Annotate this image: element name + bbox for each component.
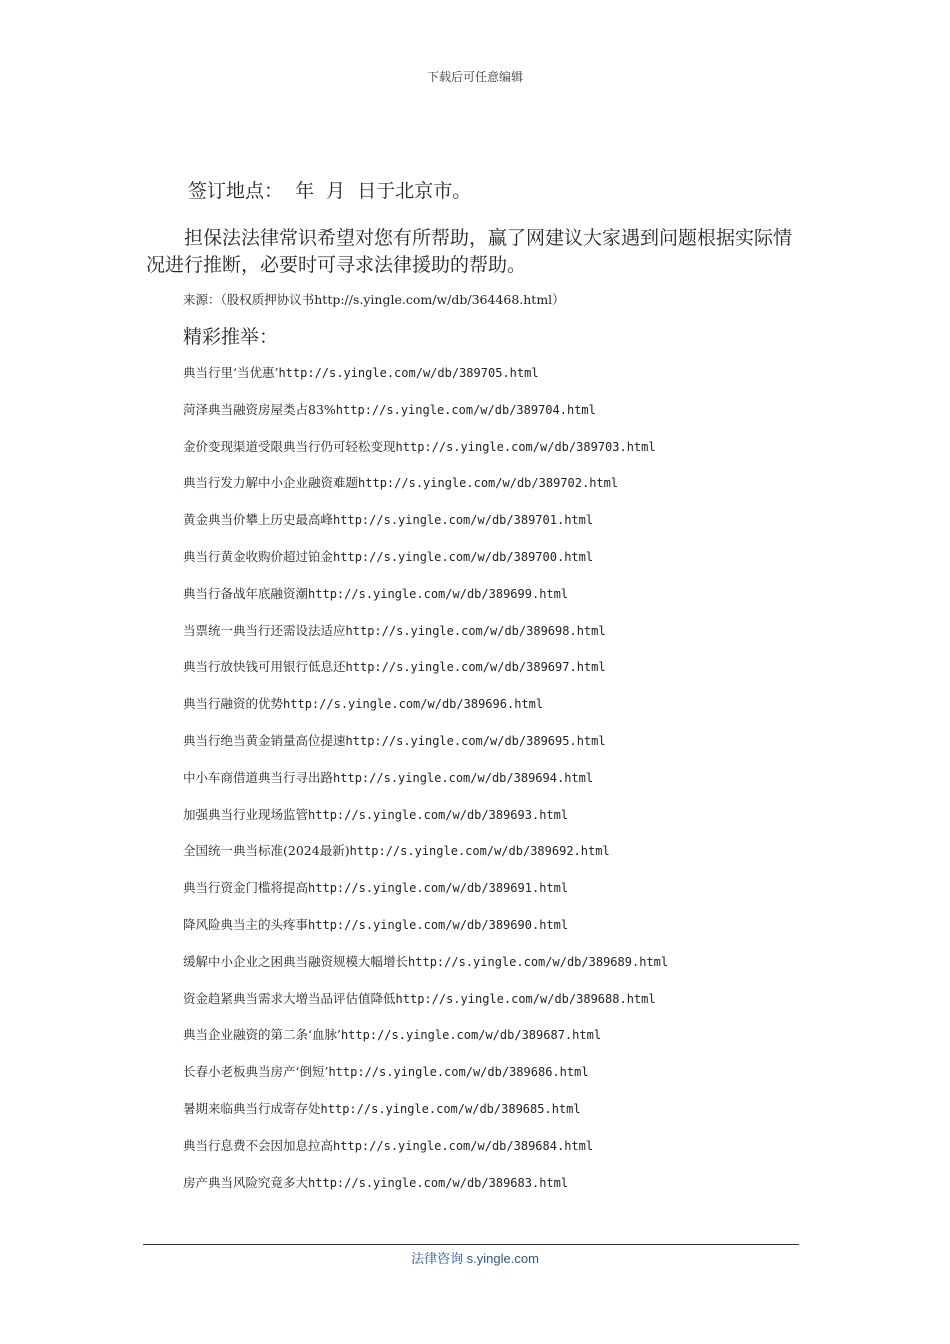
recommendation-item[interactable] [183, 1175, 668, 1212]
recommendation-url[interactable]: http://s.yingle.com/w/db/389695.html [345, 733, 606, 748]
recommendation-url[interactable]: http://s.yingle.com/w/db/389693.html [308, 807, 569, 822]
recommendation-item[interactable] [183, 365, 668, 402]
page-header-note: 下载后可任意编辑 [426, 70, 523, 84]
intro-paragraph: 担保法法律常识希望对您有所帮助，赢了网建议大家遇到问题根据实际情况进行推断，必要时可寻求法律援助的帮助。 [146, 227, 793, 276]
recommendation-url[interactable]: http://s.yingle.com/w/db/389697.html [345, 660, 606, 675]
recommendation-url[interactable]: http://s.yingle.com/w/db/389698.html [345, 623, 606, 638]
recommendation-title: 典当行融资的优势 [183, 696, 284, 712]
recommendation-url[interactable]: http://s.yingle.com/w/db/389702.html [358, 476, 619, 491]
recommendation-url[interactable]: http://s.yingle.com/w/db/389683.html [308, 1175, 569, 1190]
recommendation-title: 资金趋紧典当需求大增当品评估值降低 [183, 990, 396, 1006]
recommendation-item[interactable] [183, 991, 668, 1028]
recommendation-title: 典当行发力解中小企业融资难题 [183, 475, 359, 491]
recommendation-item[interactable] [183, 880, 668, 917]
recommendation-title: 降风险典当主的头疼事 [183, 916, 309, 932]
recommendation-url[interactable]: http://s.yingle.com/w/db/389699.html [308, 586, 569, 601]
recommendation-title: 菏泽典当融资房屋类占83% [183, 401, 336, 417]
recommendation-item[interactable] [183, 512, 668, 549]
recommendation-title: 典当行息费不会因加息拉高 [183, 1137, 334, 1153]
recommendation-url[interactable]: http://s.yingle.com/w/db/389691.html [308, 881, 569, 896]
recommendation-url[interactable]: http://s.yingle.com/w/db/389704.html [335, 402, 596, 417]
recommendation-url[interactable]: http://s.yingle.com/w/db/389689.html [408, 954, 669, 969]
recommendation-url[interactable]: http://s.yingle.com/w/db/389685.html [320, 1101, 581, 1116]
recommendation-title: 房产典当风险究竟多大 [183, 1174, 309, 1190]
recommendations-list [183, 365, 668, 1211]
recommendation-item[interactable] [183, 733, 668, 770]
recommendation-url[interactable]: http://s.yingle.com/w/db/389692.html [349, 844, 610, 859]
recommendation-item[interactable] [183, 402, 668, 439]
recommendation-title: 典当行放快钱可用银行低息还 [183, 659, 346, 675]
recommendation-item[interactable] [183, 475, 668, 512]
recommendation-title: 暑期来临典当行成寄存处 [183, 1100, 321, 1116]
recommendation-item[interactable] [183, 1138, 668, 1175]
signing-location-line: 签订地点： 年 月 日于北京市。 [188, 180, 472, 202]
recommendation-title: 当票统一典当行还需设法适应 [183, 622, 346, 638]
recommendation-item[interactable] [183, 586, 668, 623]
recommendation-url[interactable]: http://s.yingle.com/w/db/389686.html [328, 1065, 589, 1080]
recommendation-url[interactable]: http://s.yingle.com/w/db/389684.html [333, 1138, 594, 1153]
recommendation-url[interactable]: http://s.yingle.com/w/db/389690.html [308, 917, 569, 932]
recommendation-item[interactable] [183, 1101, 668, 1138]
recommendation-item[interactable] [183, 696, 668, 733]
recommendation-item[interactable] [183, 439, 668, 476]
recommendation-item[interactable] [183, 1027, 668, 1064]
recommendation-title: 典当行绝当黄金销量高位提速 [183, 732, 346, 748]
recommendation-url[interactable]: http://s.yingle.com/w/db/389701.html [333, 513, 594, 528]
recommendation-title: 全国统一典当标准(2024最新) [183, 843, 350, 859]
recommendation-url[interactable]: http://s.yingle.com/w/db/389700.html [333, 549, 594, 564]
footer-divider [143, 1244, 799, 1245]
recommendation-item[interactable] [183, 843, 668, 880]
recommendation-url[interactable]: http://s.yingle.com/w/db/389696.html [283, 697, 544, 712]
recommendation-item[interactable] [183, 549, 668, 586]
recommendation-item[interactable] [183, 623, 668, 660]
recommendation-item[interactable] [183, 770, 668, 807]
recommendation-item[interactable] [183, 659, 668, 696]
recommendation-item[interactable] [183, 1064, 668, 1101]
recommendation-title: 典当行里‘当优惠’ [183, 365, 279, 380]
recommendation-title: 典当行资金门槛将提高 [183, 880, 309, 896]
source-line: 来源：（股权质押协议书http://s.yingle.com/w/db/364468.html） [183, 292, 565, 307]
recommendation-item[interactable] [183, 807, 668, 844]
recommendation-url[interactable]: http://s.yingle.com/w/db/389703.html [395, 439, 656, 454]
recommendation-url[interactable]: http://s.yingle.com/w/db/389687.html [340, 1028, 602, 1043]
recommendation-title: 加强典当行业现场监管 [183, 806, 309, 822]
recommendation-url[interactable]: http://s.yingle.com/w/db/389694.html [333, 770, 594, 785]
footer-consult-link[interactable]: 法律咨询 s.yingle.com [411, 1251, 539, 1266]
recommendation-title: 中小车商借道典当行寻出路 [183, 769, 334, 785]
recommendation-title: 缓解中小企业之困典当融资规模大幅增长 [183, 953, 409, 969]
recommendation-title: 典当行备战年底融资潮 [183, 585, 309, 601]
recommendation-title: 长春小老板典当房产‘倒短’ [183, 1064, 329, 1080]
recommendation-url[interactable]: http://s.yingle.com/w/db/389688.html [395, 991, 656, 1006]
recommendation-url[interactable]: http://s.yingle.com/w/db/389705.html [278, 366, 539, 380]
recommendation-item[interactable] [183, 917, 668, 954]
recommendations-heading: 精彩推举： [183, 326, 279, 348]
recommendation-title: 典当企业融资的第二条‘血脉’ [183, 1027, 341, 1043]
recommendation-title: 典当行黄金收购价超过铂金 [183, 548, 334, 564]
recommendation-item[interactable] [183, 954, 668, 991]
recommendation-title: 黄金典当价攀上历史最高峰 [183, 512, 334, 528]
recommendation-title: 金价变现渠道受限典当行仍可轻松变现 [183, 438, 396, 454]
